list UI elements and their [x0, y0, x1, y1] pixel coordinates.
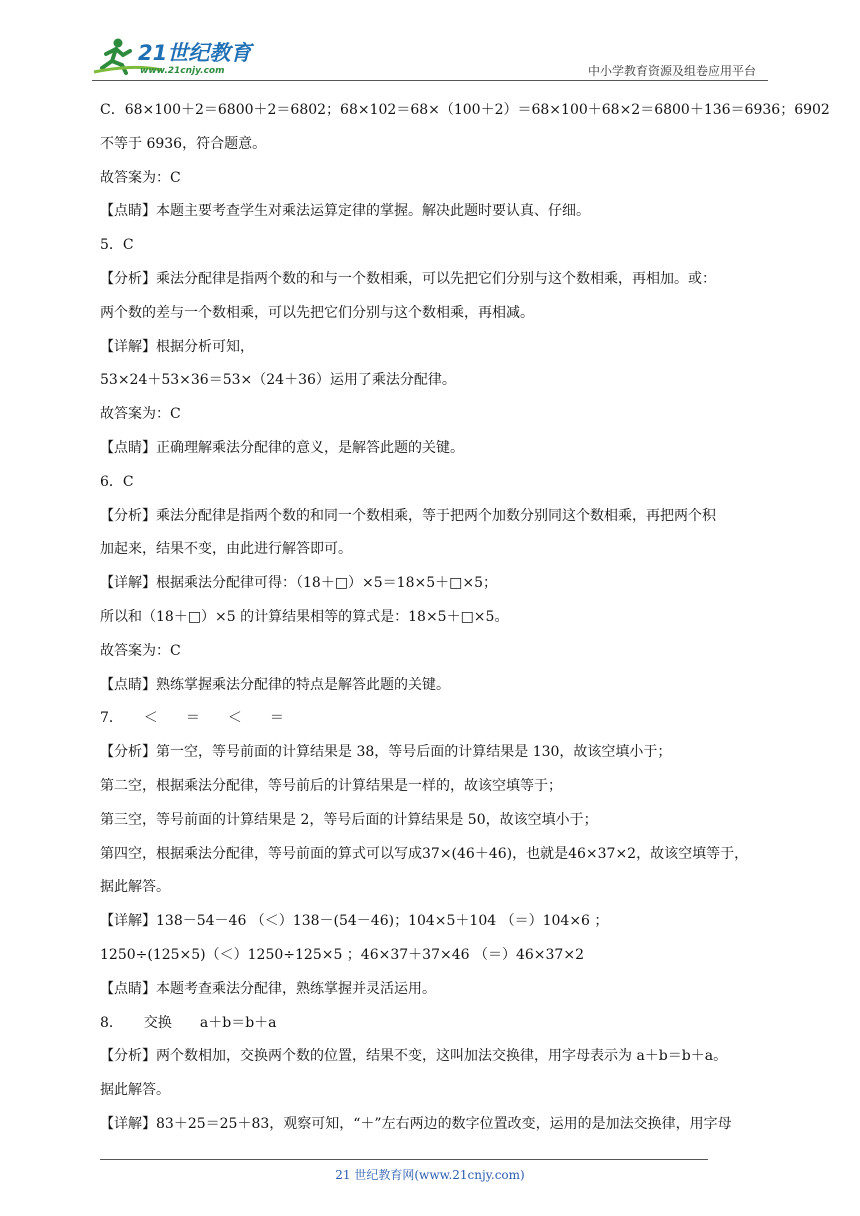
text-line: 【分析】第一空，等号前面的计算结果是 38，等号后面的计算结果是 130，故该空填小于； — [100, 744, 672, 761]
text-line: 第四空，根据乘法分配律，等号前面的算式可以写成37×(46＋46)，也就是46×37×2，故该空填等于， — [100, 845, 749, 862]
text-line: 故答案为：C — [100, 169, 181, 186]
text-line: 【详解】83＋25＝25＋83，观察可知，“＋”左右两边的数字位置改变，运用的是加法交换律，用字母 — [100, 1115, 732, 1132]
text-line: 【点睛】本题考查乘法分配律，熟练掌握并灵活运用。 — [100, 980, 436, 997]
text-line: 所以和（18＋□）×5 的计算结果相等的算式是：18×5＋□×5。 — [100, 608, 509, 625]
text-line: 据此解答。 — [100, 879, 170, 896]
question-number: 8． 交换 a＋b＝b＋a — [100, 1014, 277, 1031]
text-line: C．68×100＋2＝6800＋2＝6802；68×102＝68×（100＋2）＝68×100＋68×2＝6800＋136＝6936；6902 — [100, 102, 830, 118]
text-line: 【点睛】正确理解乘法分配律的意义，是解答此题的关键。 — [100, 439, 464, 456]
question-number: 6．C — [100, 473, 134, 490]
text-line: 第三空，等号前面的计算结果是 2，等号后面的计算结果是 50，故该空填小于； — [100, 811, 598, 828]
site-logo — [92, 34, 262, 76]
text-line: 故答案为：C — [100, 406, 181, 423]
page-footer: 21 世纪教育网(www.21cnjy.com) — [335, 1168, 525, 1182]
text-line: 据此解答。 — [100, 1082, 170, 1099]
text-line: 【分析】乘法分配律是指两个数的和同一个数相乘，等于把两个加数分别同这个数相乘，再把两个积 — [100, 507, 716, 524]
text-line: 第二空，根据乘法分配律，等号前后的计算结果是一样的，故该空填等于； — [100, 777, 562, 794]
text-line: 故答案为：C — [100, 642, 181, 659]
text-line: 两个数的差与一个数相乘，可以先把它们分别与这个数相乘，再相减。 — [100, 304, 534, 321]
question-number: 5．C — [100, 237, 134, 254]
text-line: 加起来，结果不变，由此进行解答即可。 — [100, 541, 352, 558]
logo-url: www.21cnjy.com — [140, 66, 225, 76]
text-line: 53×24＋53×36＝53×（24＋36）运用了乘法分配律。 — [100, 372, 456, 389]
text-line: 【详解】根据乘法分配律可得：（18＋□）×5＝18×5＋□×5； — [100, 575, 497, 592]
question-number: 7． ＜ ＝ ＜ ＝ — [100, 710, 284, 727]
text-line: 不等于 6936，符合题意。 — [100, 135, 267, 152]
text-line: 【详解】138－54－46 （＜）138－(54－46)；104×5＋104 （＝）104×6 ； — [100, 913, 609, 930]
text-line: 【点睛】熟练掌握乘法分配律的特点是解答此题的关键。 — [100, 676, 450, 693]
answer-content — [100, 102, 830, 1150]
platform-name: 中小学教育资源及组卷应用平台 — [587, 64, 756, 78]
logo-text: 21世纪教育 — [138, 41, 252, 65]
header-divider — [92, 80, 768, 81]
text-line: 【分析】两个数相加，交换两个数的位置，结果不变，这叫加法交换律，用字母表示为 a＋b＝b＋a。 — [100, 1048, 728, 1065]
text-line: 【分析】乘法分配律是指两个数的和与一个数相乘，可以先把它们分别与这个数相乘，再相加。或： — [100, 270, 716, 287]
footer-divider — [100, 1159, 708, 1160]
text-line: 1250÷(125×5)（＜）1250÷125×5 ；46×37＋37×46 （＝）46×37×2 — [100, 946, 584, 963]
page-header — [92, 28, 768, 80]
text-line: 【点睛】本题主要考查学生对乘法运算定律的掌握。解决此题时要认真、仔细。 — [100, 203, 590, 220]
text-line: 【详解】根据分析可知， — [100, 338, 254, 355]
